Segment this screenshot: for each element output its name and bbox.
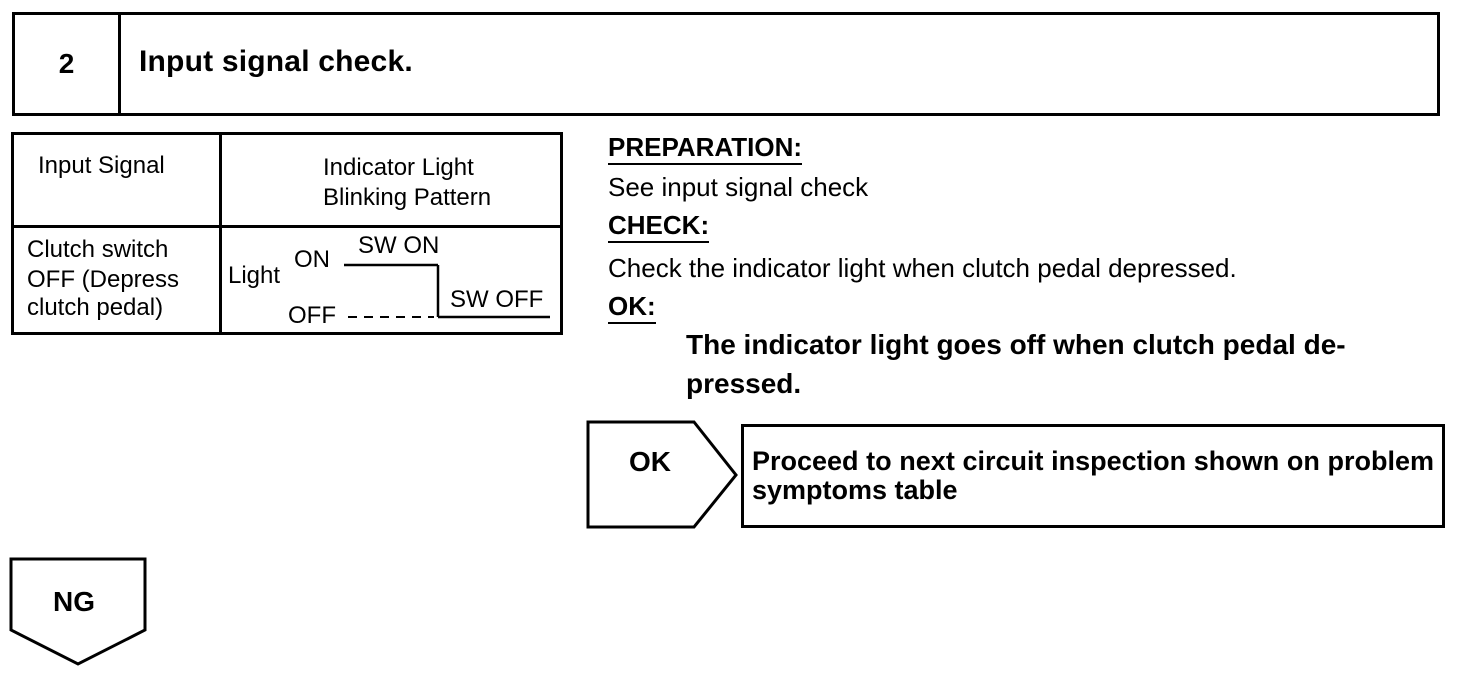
ok-criteria-line2: pressed. [686, 368, 802, 399]
step-title: Input signal check. [139, 45, 413, 78]
waveform-sw-off-label: SW OFF [450, 286, 544, 313]
step-header [12, 12, 1440, 116]
ok-label: OK: [608, 291, 656, 324]
check-text: Check the indicator light when clutch pedal depressed. [608, 253, 1237, 283]
header-indicator-line1: Indicator Light [323, 154, 474, 181]
ok-result-box [741, 424, 1445, 528]
waveform-off-label: OFF [288, 302, 336, 329]
ok-arrow-label: OK [629, 446, 671, 477]
row-input-line2: OFF (Depress [27, 266, 180, 293]
step-number: 2 [15, 15, 121, 113]
row-input-line3: clutch pedal) [27, 294, 164, 321]
input-signal-table [11, 132, 563, 335]
waveform-sw-on-label: SW ON [358, 232, 440, 259]
row-input-line1: Clutch switch [27, 236, 169, 263]
waveform-on-label: ON [294, 246, 330, 273]
waveform-light-label: Light [228, 262, 281, 289]
preparation-text: See input signal check [608, 172, 869, 202]
ng-arrow-label: NG [53, 586, 95, 617]
check-label: CHECK: [608, 210, 709, 243]
ok-result-text: Proceed to next circuit inspection shown on problem symptoms table [752, 446, 1434, 505]
header-indicator-line2: Blinking Pattern [323, 184, 492, 211]
header-input-signal: Input Signal [38, 152, 165, 179]
preparation-label: PREPARATION: [608, 132, 802, 165]
ok-criteria-line1: The indicator light goes off when clutch pedal de- [686, 329, 1346, 360]
